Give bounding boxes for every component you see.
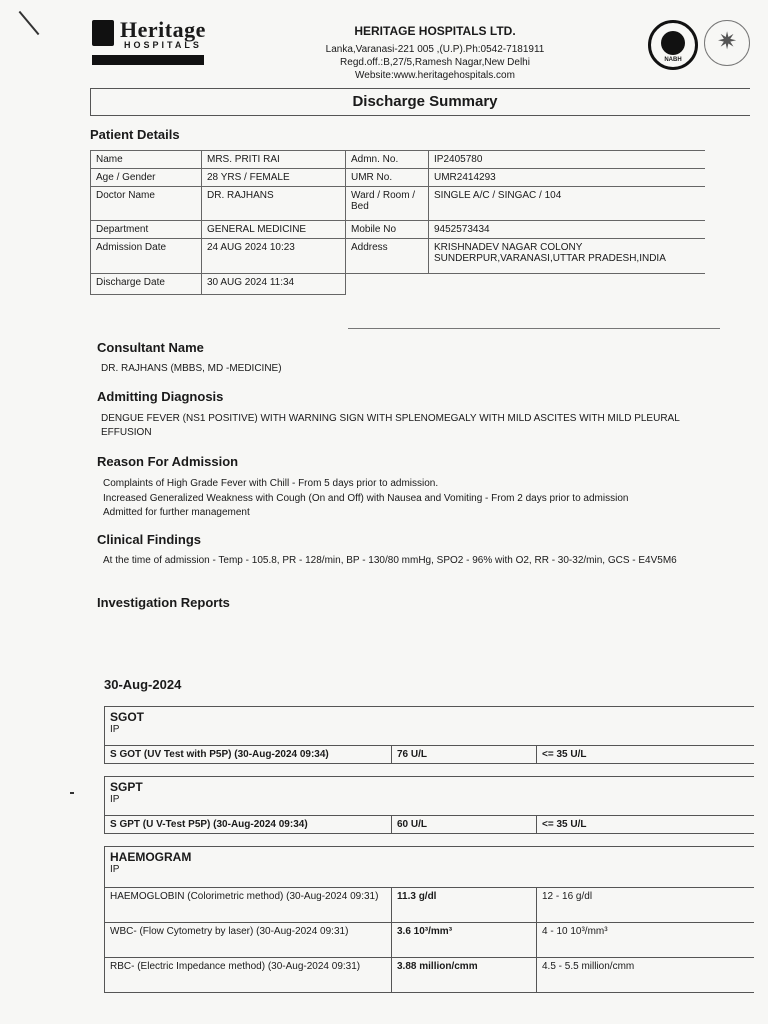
table-row: RBC- (Electric Impedance method) (30-Aug-2024 09:31) 3.88 million/cmm 4.5 - 5.5 million/cmm: [105, 958, 755, 993]
logo-tagline-bar: [92, 55, 204, 65]
table-row: [105, 847, 755, 888]
table-row: HAEMOGLOBIN (Colorimetric method) (30-Aug-2024 09:31) 11.3 g/dl 12 - 16 g/dl: [105, 888, 755, 923]
sgot-sub: IP: [110, 724, 120, 735]
sgpt-title: SGPT: [110, 780, 143, 794]
consultant-text: DR. RAJHANS (MBBS, MD -MEDICINE): [101, 363, 282, 374]
sgot-title: SGOT: [110, 710, 145, 724]
table-row: [105, 777, 755, 816]
table-row: WBC- (Flow Cytometry by laser) (30-Aug-2024 09:31) 3.6 10³/mm³ 4 - 10 10³/mm³: [105, 923, 755, 958]
sgpt-table: [104, 776, 754, 834]
investigation-heading: Investigation Reports: [97, 595, 230, 610]
table-row: Department GENERAL MEDICINE Mobile No 9452573434: [91, 221, 706, 239]
clinical-heading: Clinical Findings: [97, 532, 202, 547]
nabh-seal-icon: NABH: [648, 20, 698, 70]
accreditation-seal-icon: ✷: [704, 20, 750, 66]
address-line-2: Regd.off.:B,27/5,Ramesh Nagar,New Delhi: [340, 57, 530, 68]
table-row: S GPT (U V-Test P5P) (30-Aug-2024 09:34) 60 U/L <= 35 U/L: [105, 816, 755, 834]
reason-line: Increased Generalized Weakness with Cough (On and Off) with Nausea and Vomiting - From 2 days prior to admission: [103, 493, 629, 504]
hospital-name: HERITAGE HOSPITALS LTD.: [354, 24, 516, 38]
haemogram-sub: IP: [110, 864, 120, 875]
diagnosis-text: DENGUE FEVER (NS1 POSITIVE) WITH WARNING SIGN WITH SPLENOMEGALY WITH MILD ASCITES WITH MILD PLEURAL EFFUSION: [101, 413, 680, 438]
table-row: [105, 707, 755, 746]
consultant-heading: Consultant Name: [97, 340, 204, 355]
scan-mark: [19, 11, 40, 35]
scan-mark: [70, 792, 74, 794]
logo-name: Heritage: [120, 17, 206, 42]
patient-details-heading: Patient Details: [90, 127, 180, 142]
table-row: Name MRS. PRITI RAI Admn. No. IP2405780: [91, 151, 706, 169]
reason-line: Complaints of High Grade Fever with Chill - From 5 days prior to admission.: [103, 478, 439, 489]
logo-sub: HOSPITALS: [124, 40, 202, 50]
reason-heading: Reason For Admission: [97, 454, 239, 469]
sgot-table: [104, 706, 754, 764]
diagnosis-heading: Admitting Diagnosis: [97, 389, 224, 404]
divider: [348, 328, 720, 329]
table-row: Doctor Name DR. RAJHANS Ward / Room / Bed SINGLE A/C / SINGAC / 104: [91, 187, 706, 221]
patient-details-table: [90, 150, 705, 295]
sgpt-sub: IP: [110, 794, 120, 805]
address-line-3: Website:www.heritagehospitals.com: [355, 70, 515, 81]
clinical-text: At the time of admission - Temp - 105.8, PR - 128/min, BP - 130/80 mmHg, SPO2 - 96% with O2, RR - 30-32/min, GCS - E4V5M6: [103, 555, 677, 566]
document-title: Discharge Summary: [352, 93, 498, 110]
investigation-date: 30-Aug-2024: [104, 677, 182, 692]
table-row: Discharge Date 30 AUG 2024 11:34: [91, 274, 706, 295]
haemogram-title: HAEMOGRAM: [110, 850, 192, 864]
haemogram-table: [104, 846, 754, 993]
table-row: S GOT (UV Test with P5P) (30-Aug-2024 09:34) 76 U/L <= 35 U/L: [105, 746, 755, 764]
table-row: Admission Date 24 AUG 2024 10:23 Address KRISHNADEV NAGAR COLONY SUNDERPUR,VARANASI,UTTAR PRADESH,INDIA: [91, 239, 706, 274]
table-row: Age / Gender 28 YRS / FEMALE UMR No. UMR2414293: [91, 169, 706, 187]
address-line-1: Lanka,Varanasi-221 005 ,(U.P).Ph:0542-7181911: [325, 44, 545, 55]
reason-line: Admitted for further management: [103, 507, 250, 518]
hospital-logo-icon: [92, 20, 114, 46]
